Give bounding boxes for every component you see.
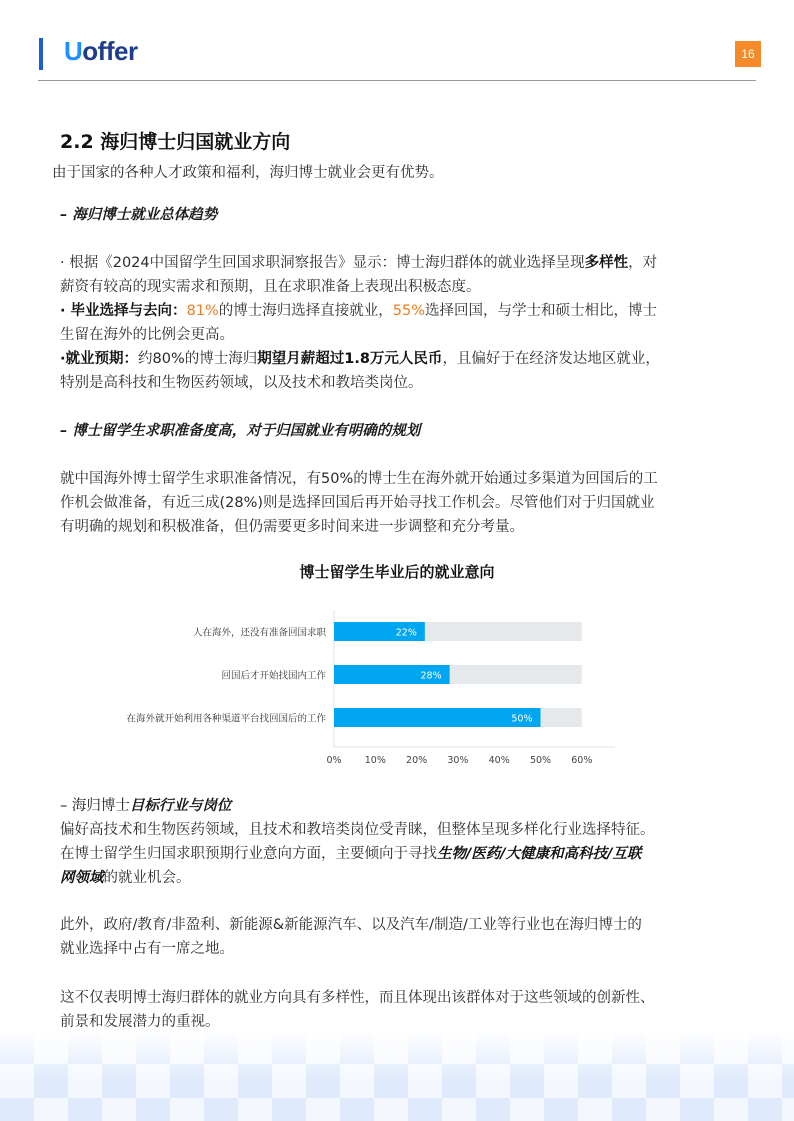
industry-paragraph-3 xyxy=(60,986,750,1034)
data-label: 50% xyxy=(511,713,533,725)
industry-paragraph-2 xyxy=(60,913,750,961)
trend-p3-line1: ·就业预期：约80%的博士海归期望月薪超过1.8万元人民币，且偏好于在经济发达地区就业， xyxy=(60,351,660,367)
industry-line: 在博士留学生归国求职预期行业意向方面，主要倾向于寻找生物/医药/大健康和高科技/互联 xyxy=(60,846,642,862)
industry-line: 前景和发展潜力的重视。 xyxy=(60,1014,220,1030)
x-tick-label: 20% xyxy=(406,755,428,766)
trend-heading: – 海归博士就业总体趋势 xyxy=(60,207,218,223)
industry-heading: – 海归博士目标行业与岗位 xyxy=(60,798,232,814)
trend-p1-line1: · 根据《2024中国留学生回国求职洞察报告》显示：博士海归群体的就业选择呈现多样性，对 xyxy=(60,255,658,271)
industry-line: 偏好高技术和生物医药领域，且技术和教培类岗位受青睐，但整体呈现多样化行业选择特征。 xyxy=(60,822,655,838)
trend-p1-line2: 薪资有较高的现实需求和预期，且在求职准备上表现出积极态度。 xyxy=(60,279,481,295)
trend-paragraphs xyxy=(60,251,740,395)
category-label: 人在海外，还没有准备回国求职 xyxy=(192,627,326,639)
prep-line: 作机会做准备，有近三成(28%)则是选择回国后再开始寻找工作机会。尽管他们对于归国就业 xyxy=(60,495,655,511)
section-intro: 由于国家的各种人才政策和福利，海归博士就业会更有优势。 xyxy=(52,165,444,181)
industry-line: 就业选择中占有一席之地。 xyxy=(60,941,234,957)
chart-title: 博士留学生毕业后的就业意向 xyxy=(299,563,495,581)
checker-fade-overlay xyxy=(0,1030,794,1121)
x-tick-label: 60% xyxy=(571,755,593,766)
trend-p2-line1: · 毕业选择与去向：81%的博士海归选择直接就业，55%选择回国，与学士和硕士相比，博士 xyxy=(60,303,658,319)
industry-line: 这不仅表明博士海归群体的就业方向具有多样性，而且体现出该群体对于这些领域的创新性、 xyxy=(60,990,655,1006)
data-label: 28% xyxy=(420,670,442,682)
category-label: 回国后才开始找国内工作 xyxy=(221,670,326,682)
x-tick-label: 0% xyxy=(326,755,342,766)
footer-checker-decoration xyxy=(0,1030,794,1121)
employment-intention-chart xyxy=(0,600,794,780)
trend-p3-line2: 特别是高科技和生物医药领域，以及技术和教培类岗位。 xyxy=(60,375,423,391)
header-accent-bar xyxy=(39,38,43,70)
industry-line: 此外，政府/教育/非盈利、新能源&新能源汽车、以及汽车/制造/工业等行业也在海归博士的 xyxy=(60,917,642,933)
prep-line: 就中国海外博士留学生求职准备情况，有50%的博士生在海外就开始通过多渠道为回国后的工 xyxy=(60,471,658,487)
section-title: 2.2 海归博士归国就业方向 xyxy=(60,131,291,153)
prep-paragraph xyxy=(60,467,740,539)
x-tick-label: 30% xyxy=(447,755,469,766)
industry-line: 网领域的就业机会。 xyxy=(60,870,191,886)
header-divider xyxy=(38,80,756,81)
prep-heading: – 博士留学生求职准备度高，对于归国就业有明确的规划 xyxy=(60,423,421,439)
x-tick-label: 10% xyxy=(364,755,386,766)
uoffer-logo: Uoffer xyxy=(64,36,138,66)
bar xyxy=(334,708,541,727)
x-tick-label: 50% xyxy=(529,755,552,766)
industry-paragraph xyxy=(60,818,750,890)
page-number-badge: 16 xyxy=(735,41,761,67)
category-label: 在海外就开始利用各种渠道平台找回国后的工作 xyxy=(126,713,326,725)
x-tick-label: 40% xyxy=(488,755,510,766)
data-label: 22% xyxy=(395,627,417,639)
prep-line: 有明确的规划和积极准备，但仍需要更多时间来进一步调整和充分考量。 xyxy=(60,519,524,535)
trend-p2-line2: 生留在海外的比例会更高。 xyxy=(60,327,234,343)
